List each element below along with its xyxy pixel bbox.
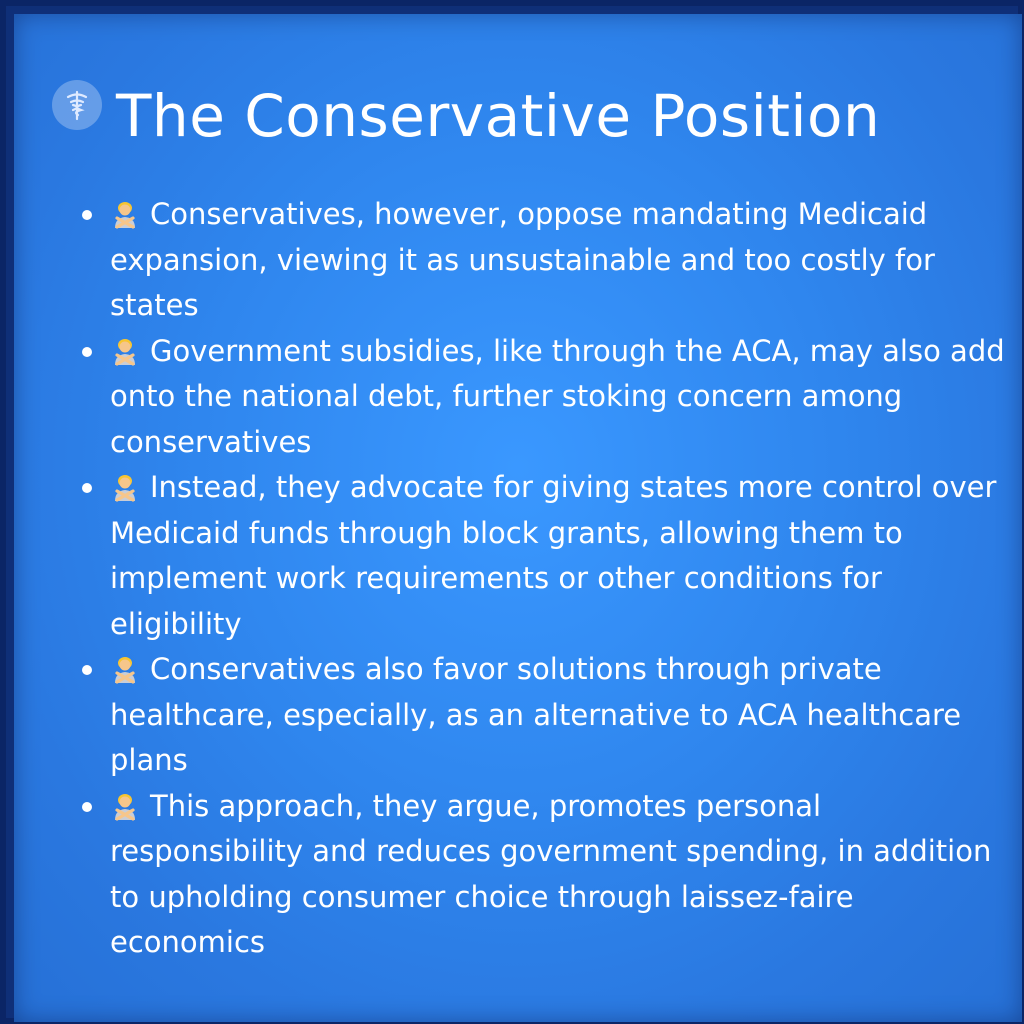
person-gesturing-no-icon	[110, 791, 140, 821]
bullet-dot	[82, 802, 92, 812]
person-gesturing-no-icon	[110, 654, 140, 684]
bullet-text: This approach, they argue, promotes personal responsibility and reduces government spending, in addition to upholding consumer choice through laissez-faire economics	[110, 788, 992, 959]
list-item	[76, 647, 1006, 784]
list-item	[76, 784, 1006, 966]
person-gesturing-no-icon	[110, 336, 140, 366]
bullet-text: Government subsidies, like through the ACA, may also add onto the national debt, further stoking concern among conservatives	[110, 333, 1005, 459]
bullet-dot	[82, 210, 92, 220]
bullet-dot	[82, 665, 92, 675]
medical-caduceus-icon	[52, 80, 102, 130]
bullet-text: Instead, they advocate for giving states more control over Medicaid funds through block grants, allowing them to implement work requirements or other conditions for eligibility	[110, 470, 997, 641]
bullet-text: Conservatives also favor solutions through private healthcare, especially, as an alternative to ACA healthcare plans	[110, 652, 962, 777]
list-item	[76, 329, 1006, 466]
page-title: The Conservative Position	[116, 82, 881, 150]
slide-panel	[14, 14, 1022, 1022]
bullet-dot	[82, 483, 92, 493]
bullet-text: Conservatives, however, oppose mandating Medicaid expansion, viewing it as unsustainable and too costly for states	[110, 197, 935, 322]
list-item	[76, 192, 1006, 329]
bullet-dot	[82, 347, 92, 357]
person-gesturing-no-icon	[110, 199, 140, 229]
person-gesturing-no-icon	[110, 472, 140, 502]
bullet-list	[76, 192, 1006, 966]
list-item	[76, 465, 1006, 647]
